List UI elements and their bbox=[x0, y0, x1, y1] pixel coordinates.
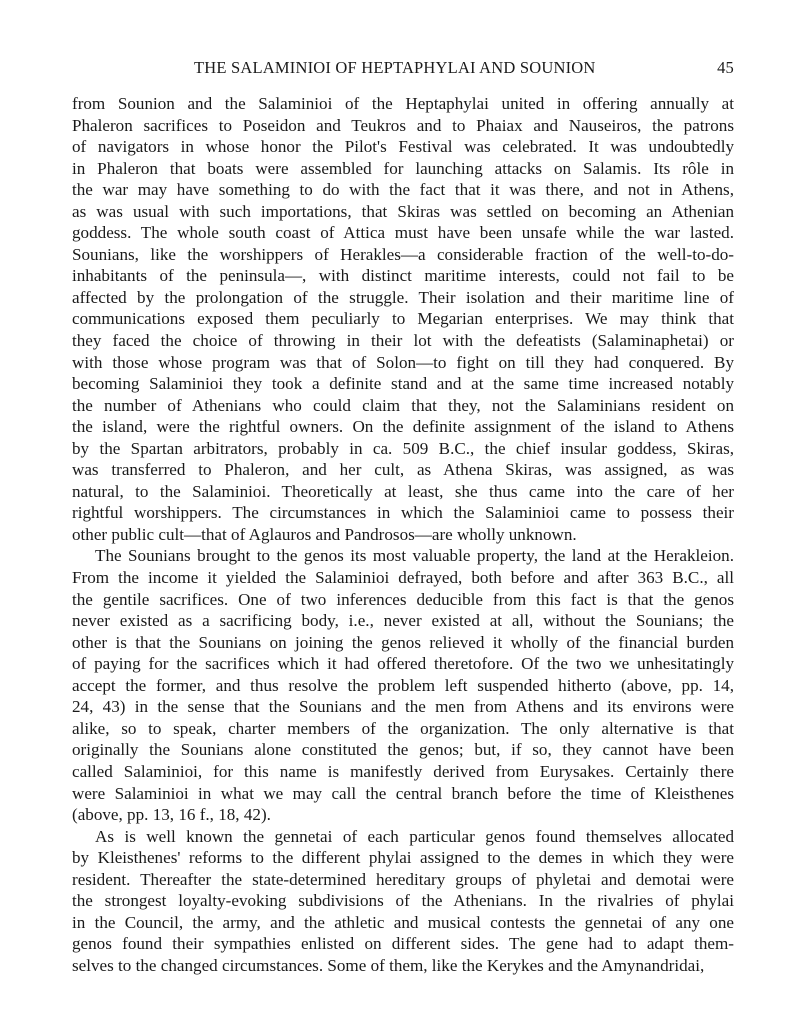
text-line: (above, pp. 13, 16 f., 18, 42). bbox=[72, 805, 271, 825]
paragraph bbox=[72, 93, 734, 545]
page-number: 45 bbox=[717, 58, 734, 77]
running-head bbox=[72, 58, 734, 82]
text-line: other is that the Sounians on joining the genos relieved it wholly of the financial burden bbox=[72, 632, 734, 652]
running-title: THE SALAMINIOI OF HEPTAPHYLAI AND SOUNION bbox=[194, 58, 596, 77]
text-line: were Salaminioi in what we may call the central branch before the time of Kleisthenes bbox=[72, 783, 734, 803]
text-line: affected by the prolongation of the struggle. Their isolation and their maritime line of bbox=[72, 287, 734, 307]
text-line: by the Spartan arbitrators, probably in ca. 509 B.C., the chief insular goddess, Skiras, bbox=[72, 438, 734, 458]
text-line: becoming Salaminioi they took a definite stand and at the same time increased notably bbox=[72, 374, 734, 394]
text-line: of navigators in whose honor the Pilot's Festival was celebrated. It was undoubtedly bbox=[72, 137, 734, 157]
text-line: as was usual with such importations, that Skiras was settled on becoming an Athenian bbox=[72, 201, 734, 221]
text-line: 24, 43) in the sense that the Sounians and the men from Athens and its environs were bbox=[72, 697, 734, 717]
text-line: of paying for the sacrifices which it had offered theretofore. Of the two we unhesitatingly bbox=[72, 654, 734, 674]
text-line: was transferred to Phaleron, and her cult, as Athena Skiras, was assigned, as was bbox=[72, 460, 734, 480]
text-line: they faced the choice of throwing in their lot with the defeatists (Salaminaphetai) or bbox=[72, 331, 734, 351]
text-line: accept the former, and thus resolve the problem left suspended hitherto (above, pp. 14, bbox=[72, 675, 734, 695]
text-line: never existed as a sacrificing body, i.e., never existed at all, without the Sounians; the bbox=[72, 611, 734, 631]
text-line: Sounians, like the worshippers of Herakles—a considerable fraction of the well-to-do- bbox=[72, 244, 734, 264]
text-line: the gentile sacrifices. One of two inferences deducible from this fact is that the genos bbox=[72, 589, 734, 609]
body-text bbox=[72, 93, 734, 976]
text-line: other public cult—that of Aglauros and Pandrosos—are wholly unknown. bbox=[72, 524, 577, 544]
text-line: the island, were the rightful owners. On the definite assignment of the island to Athens bbox=[72, 417, 734, 437]
text-line: alike, so to speak, charter members of the organization. The only alternative is that bbox=[72, 718, 734, 738]
text-line: the war may have something to do with the fact that it was there, and not in Athens, bbox=[72, 180, 734, 200]
text-line: rightful worshippers. The circumstances in which the Salaminioi came to possess their bbox=[72, 503, 734, 523]
text-line: originally the Sounians alone constituted the genos; but, if so, they cannot have been bbox=[72, 740, 734, 760]
text-line: resident. Thereafter the state-determined hereditary groups of phyletai and demotai were bbox=[72, 869, 734, 889]
paragraph bbox=[72, 826, 734, 977]
text-line: communications exposed them peculiarly to Megarian enterprises. We may think that bbox=[72, 309, 734, 329]
text-line: in the Council, the army, and the athletic and musical contests the gennetai of any one bbox=[72, 912, 734, 932]
text-line: genos found their sympathies enlisted on different sides. The gene had to adapt them- bbox=[72, 934, 734, 954]
text-line: with those whose program was that of Solon—to fight on till they had conquered. By bbox=[72, 352, 734, 372]
text-line: Phaleron sacrifices to Poseidon and Teukros and to Phaiax and Nauseiros, the patrons bbox=[72, 115, 734, 135]
text-line: called Salaminioi, for this name is manifestly derived from Eurysakes. Certainly there bbox=[72, 761, 734, 781]
text-line: from Sounion and the Salaminioi of the Heptaphylai united in offering annually at bbox=[72, 94, 734, 113]
text-line: the number of Athenians who could claim that they, not the Salaminians resident on bbox=[72, 395, 734, 415]
text-line: by Kleisthenes' reforms to the different phylai assigned to the demes in which they were bbox=[72, 848, 734, 868]
text-line: goddess. The whole south coast of Attica must have been unsafe while the war lasted. bbox=[72, 223, 734, 243]
text-line: natural, to the Salaminioi. Theoretically at least, she thus came into the care of her bbox=[72, 481, 734, 501]
paragraph bbox=[72, 545, 734, 825]
text-line: selves to the changed circumstances. Some of them, like the Kerykes and the Amynandridai, bbox=[72, 955, 705, 975]
text-line: As is well known the gennetai of each particular genos found themselves allocated bbox=[95, 826, 734, 846]
text-line: The Sounians brought to the genos its most valuable property, the land at the Herakleion. bbox=[95, 546, 734, 566]
text-line: in Phaleron that boats were assembled for launching attacks on Salamis. Its rôle in bbox=[72, 158, 734, 178]
text-line: From the income it yielded the Salaminioi defrayed, both before and after 363 B.C., all bbox=[72, 568, 734, 588]
text-line: the strongest loyalty-evoking subdivisions of the Athenians. In the rivalries of phylai bbox=[72, 891, 734, 911]
text-line: inhabitants of the peninsula—, with distinct maritime interests, could not fail to be bbox=[72, 266, 734, 286]
